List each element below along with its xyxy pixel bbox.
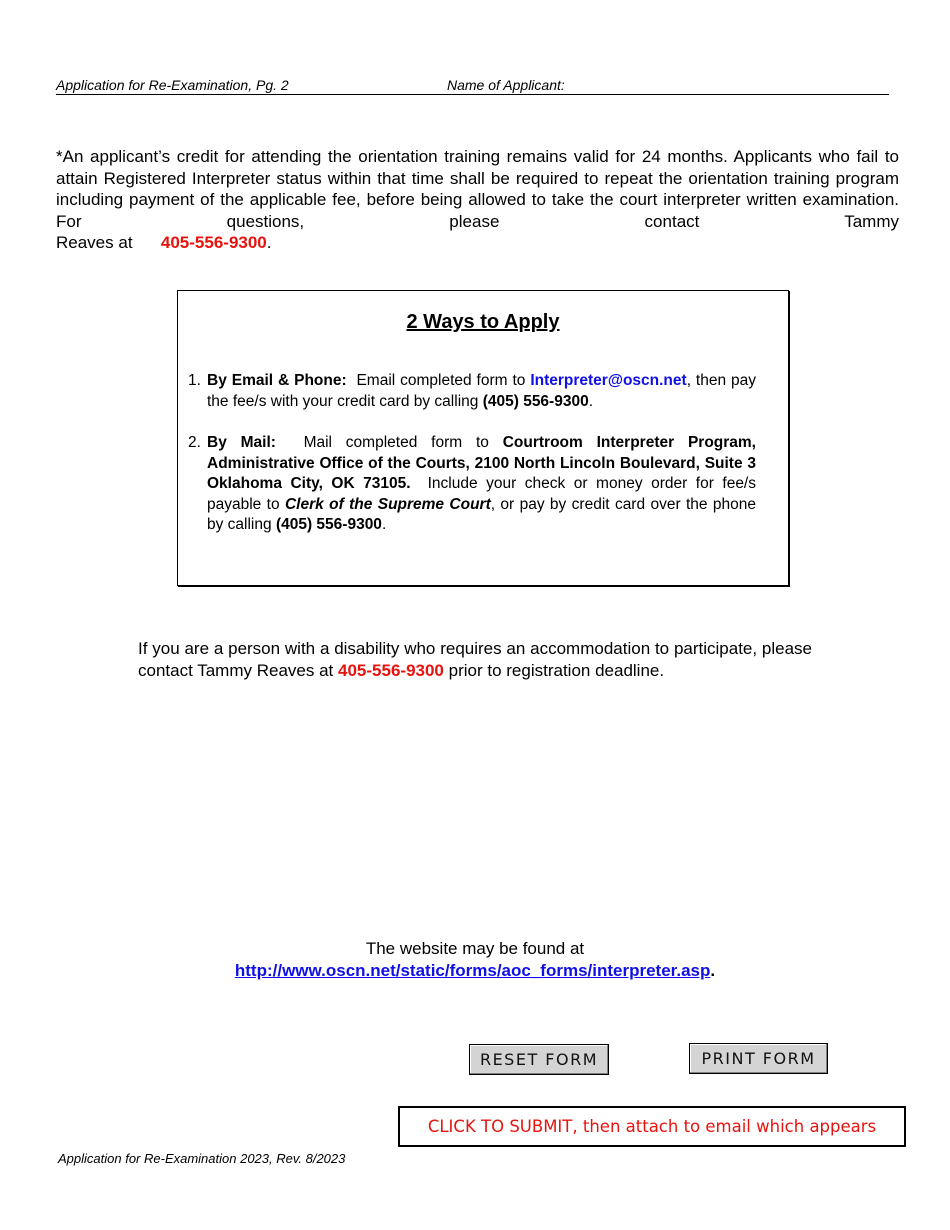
page-header	[56, 76, 889, 95]
disability-text-a: If you are a person with a disability who requires an accommodation to participate, please contact Tammy Reaves at	[138, 639, 812, 680]
payee-name: Clerk of the Supreme Court	[284, 495, 491, 513]
applicant-name-label: Name of Applicant:	[447, 77, 565, 93]
orientation-credit-end: .	[266, 233, 272, 253]
mail-method-phone: (405) 556-9300	[275, 516, 382, 533]
email-method-phone: (405) 556-9300	[482, 392, 589, 410]
orientation-credit-paragraph	[56, 146, 899, 254]
orientation-credit-text-last: Reaves at	[56, 233, 133, 253]
ways-to-apply-box	[177, 290, 789, 586]
page-label: Application for Re-Examination, Pg. 2	[56, 77, 289, 93]
mail-method-text-a: Mail completed form to	[303, 434, 489, 451]
apply-method-email	[188, 371, 756, 412]
website-line: The website may be found at	[365, 939, 585, 958]
interpreter-email-link[interactable]: Interpreter@oscn.net	[530, 372, 687, 389]
disability-accommodation-paragraph	[138, 638, 812, 681]
website-end: .	[710, 960, 716, 980]
mail-method-end: .	[381, 516, 387, 533]
email-method-end: .	[588, 392, 594, 410]
item-number: 2.	[188, 434, 201, 451]
email-method-heading: By Email & Phone:	[207, 372, 347, 389]
mail-method-text-c: , or pay by credit card over the phone by calling	[207, 495, 756, 533]
item-number: 1.	[188, 372, 201, 389]
apply-method-mail	[188, 433, 756, 536]
website-notice	[0, 938, 950, 981]
email-method-text-b: , then pay the fee/s with your credit card by calling	[207, 372, 756, 410]
email-method-text-a: Email completed form to	[356, 372, 526, 389]
orientation-credit-last-line	[56, 232, 899, 254]
footer-revision: Application for Re-Examination 2023, Rev. 8/2023	[58, 1151, 346, 1166]
mail-method-heading: By Mail:	[207, 434, 276, 451]
mailing-address: Courtroom Interpreter Program, Administrative Office of the Courts, 2100 North Lincoln Boulevard, Suite 3 Oklahoma City, OK 73105.	[207, 434, 756, 492]
print-form-button[interactable]: PRINT FORM	[689, 1043, 828, 1074]
reset-form-button[interactable]: RESET FORM	[469, 1044, 609, 1075]
orientation-credit-text: *An applicant’s credit for attending the orientation training remains valid for 24 months. Applicants who fail to attain Registered Interpreter status within that time shall be required to repeat the orientation training program including payment of the applicable fee, before being allowed to take the court interpreter written examination. For questions, please contact Tammy	[56, 147, 899, 231]
contact-phone: 405-556-9300	[160, 233, 267, 253]
ways-to-apply-title: 2 Ways to Apply	[406, 311, 560, 333]
disability-text-b: prior to registration deadline.	[448, 660, 665, 680]
mail-method-text-b: Include your check or money order for fee/s payable to	[207, 475, 756, 513]
disability-contact-phone: 405-556-9300	[338, 660, 444, 680]
website-url-link[interactable]: http://www.oscn.net/static/forms/aoc_forms/interpreter.asp	[234, 960, 711, 980]
submit-button[interactable]: CLICK TO SUBMIT, then attach to email which appears	[398, 1106, 906, 1147]
